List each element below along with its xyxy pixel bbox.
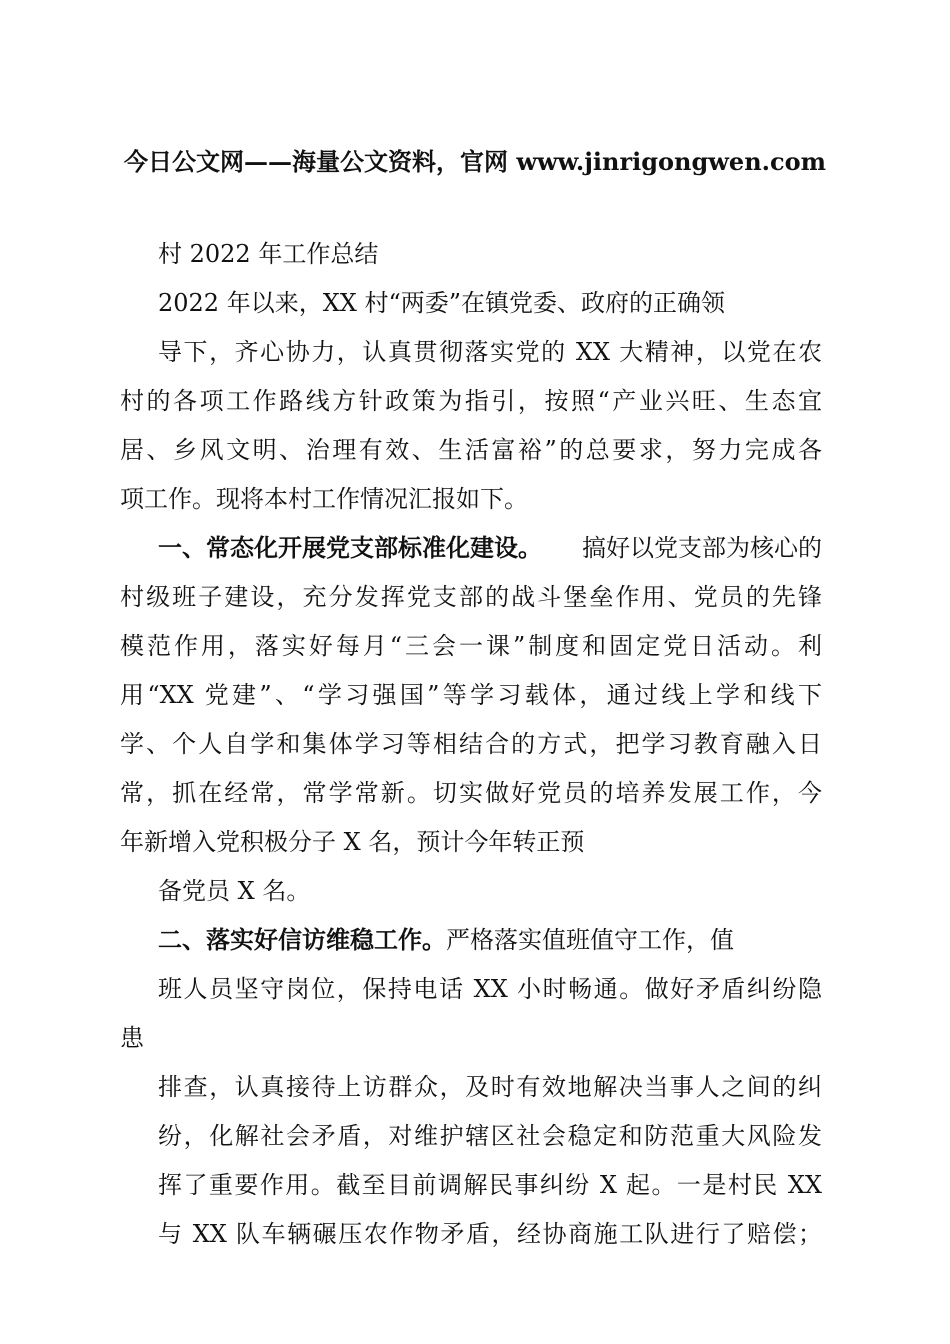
section2-line-5: 纷，化解社会矛盾，对维护辖区社会稳定和防范重大风险发 (158, 1122, 822, 1150)
section1-line-6: 常，抓在经常，常学常新。切实做好党员的培养发展工作，今 (120, 779, 822, 807)
site-header: 今日公文网——海量公文资料，官网 www.jinrigongwen.com (123, 147, 827, 176)
section1-first-line (158, 531, 822, 565)
section2-line-4: 排查，认真接待上访群众，及时有效地解决当事人之间的纠 (158, 1073, 822, 1101)
intro-line-3: 村的各项工作路线方针政策为指引，按照“产业兴旺、生态宜 (120, 387, 822, 415)
section1-line-7: 年新增入党积极分子 X 名，预计今年转正预 (120, 828, 585, 856)
section2-heading: 二、落实好信访维稳工作。 (158, 926, 446, 954)
section1-line-2: 村级班子建设，充分发挥党支部的战斗堡垒作用、党员的先锋 (120, 583, 822, 611)
intro-line-2: 导下，齐心协力，认真贯彻落实党的 XX 大精神，以党在农 (158, 338, 822, 366)
section2-line-2: 班人员坚守岗位，保持电话 XX 小时畅通。做好矛盾纠纷隐 (158, 975, 822, 1003)
section1-line-8: 备党员 X 名。 (158, 877, 311, 905)
document-title: 村 2022 年工作总结 (158, 240, 379, 268)
section1-line-3: 模范作用，落实好每月“三会一课”制度和固定党日活动。利 (120, 632, 822, 660)
section2-line-3: 患 (120, 1024, 144, 1052)
intro-line-4: 居、乡风文明、治理有效、生活富裕”的总要求，努力完成各 (120, 436, 822, 464)
section2-line-6: 挥了重要作用。截至目前调解民事纠纷 X 起。一是村民 XX (158, 1171, 822, 1199)
section1-line-1: 搞好以党支部为核心的 (582, 534, 822, 562)
intro-line-5: 项工作。现将本村工作情况汇报如下。 (120, 485, 528, 513)
section2-line-1: 严格落实值班值守工作，值 (446, 926, 734, 954)
section1-heading: 一、常态化开展党支部标准化建设。 (158, 534, 542, 562)
section2-line-7: 与 XX 队车辆碾压农作物矛盾，经协商施工队进行了赔偿； (158, 1220, 822, 1248)
intro-line-1: 2022 年以来，XX 村“两委”在镇党委、政府的正确领 (158, 289, 726, 317)
section1-line-5: 学、个人自学和集体学习等相结合的方式，把学习教育融入日 (120, 730, 822, 758)
section1-line-4: 用“XX 党建”、“学习强国”等学习载体，通过线上学和线下 (120, 681, 822, 709)
section2-first-line (158, 923, 734, 957)
